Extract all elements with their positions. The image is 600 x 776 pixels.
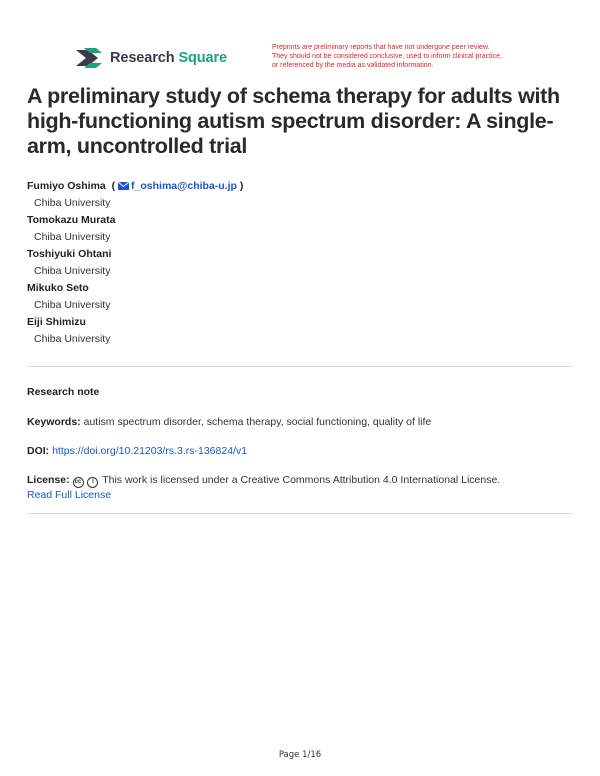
author-affiliation: Chiba University — [34, 299, 111, 311]
author-entry — [27, 247, 567, 279]
logo-wordmark — [110, 50, 227, 66]
page-number: Page 1/16 — [278, 750, 322, 760]
author-entry — [27, 213, 567, 245]
keywords-line — [27, 415, 573, 430]
keywords-value: autism spectrum disorder, schema therapy, social functioning, quality of life — [83, 416, 432, 428]
author-affiliation: Chiba University — [34, 197, 111, 209]
author-affiliation: Chiba University — [34, 333, 111, 345]
author-list — [27, 179, 567, 349]
disclaimer-line: or referenced by the media as validated information. — [272, 61, 434, 69]
article-type-label: Research note — [27, 386, 100, 398]
disclaimer-line: Preprints are preliminary reports that have not undergone peer review. — [272, 44, 490, 51]
research-square-logo-icon — [74, 46, 104, 70]
keywords-label: Keywords: — [27, 416, 81, 428]
author-affiliation: Chiba University — [34, 265, 111, 277]
research-square-logo[interactable] — [74, 46, 227, 70]
doi-label: DOI: — [27, 445, 50, 457]
envelope-icon — [118, 182, 129, 190]
logo-text-primary: Research — [110, 50, 175, 66]
read-full-license-link[interactable]: Read Full License — [27, 489, 112, 501]
author-name: Mikuko Seto — [27, 282, 89, 294]
author-email-wrapper: ( f_oshima@chiba-u.jp ) — [108, 180, 244, 192]
divider — [27, 366, 573, 367]
divider — [27, 513, 573, 514]
doi-link[interactable]: https://doi.org/10.21203/rs.3.rs-136824/v1 — [52, 445, 248, 457]
logo-text-accent: Square — [178, 50, 227, 66]
author-name: Tomokazu Murata — [27, 214, 116, 226]
license-label: License: — [27, 474, 70, 486]
author-entry — [27, 179, 567, 211]
license-line — [27, 473, 573, 503]
author-name: Toshiyuki Ohtani — [27, 248, 112, 260]
author-affiliation: Chiba University — [34, 231, 111, 243]
cc-icon: cc — [73, 477, 84, 488]
author-name: Eiji Shimizu — [27, 316, 86, 328]
author-name: Fumiyo Oshima — [27, 180, 106, 192]
paper-title: A preliminary study of schema therapy for adults with high-functioning autism spectrum disorder: A single-arm, uncontrolled trial — [27, 84, 560, 158]
disclaimer-line: They should not be considered conclusive, used to inform clinical practice, — [272, 52, 502, 60]
preprint-disclaimer — [272, 44, 542, 70]
by-icon: i — [87, 477, 98, 488]
doi-line — [27, 444, 573, 459]
article-type — [27, 385, 573, 400]
author-email-link[interactable] — [118, 180, 240, 192]
author-entry — [27, 315, 567, 347]
author-entry — [27, 281, 567, 313]
license-text: This work is licensed under a Creative Commons Attribution 4.0 International License. — [102, 474, 501, 486]
author-email: f_oshima@chiba-u.jp — [131, 180, 237, 192]
